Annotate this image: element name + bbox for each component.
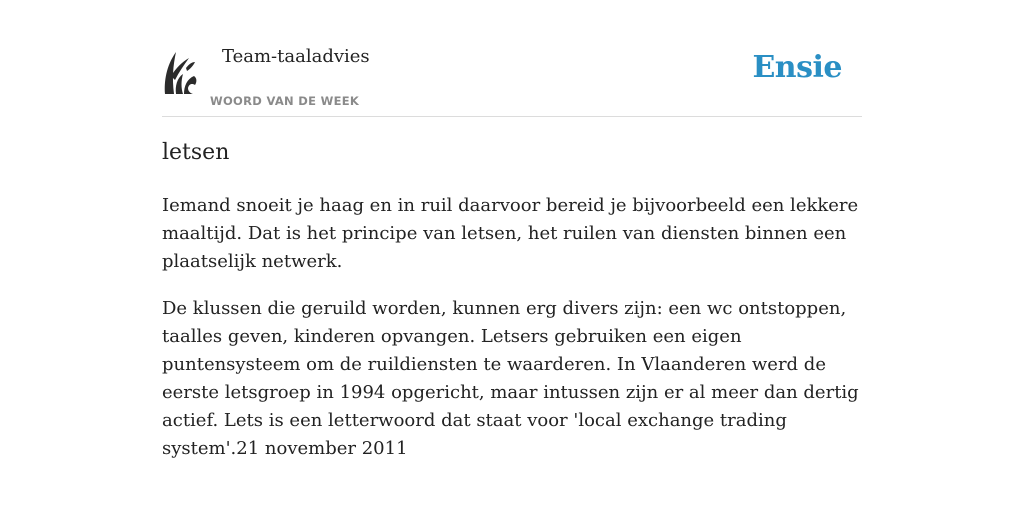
article-paragraph: Iemand snoeit je haag en in ruil daarvoor bereid je bijvoorbeeld een lekkere maaltijd. Dat is het principe van letsen, het ruilen van diensten binnen een plaatselijk netwerk. bbox=[162, 195, 859, 272]
brand-logo[interactable]: Ensie bbox=[752, 50, 842, 85]
word-card bbox=[162, 0, 862, 459]
lion-logo-icon bbox=[162, 48, 198, 96]
section-subtitle: WOORD VAN DE WEEK bbox=[210, 94, 360, 108]
team-name[interactable]: Team-taaladvies bbox=[222, 46, 370, 67]
article-paragraph: De klussen die geruild worden, kunnen erg divers zijn: een wc ontstoppen, taalles geven, kinderen opvangen. Letsers gebruiken een eigen puntensysteem om de ruildiensten te waarderen. In Vlaanderen werd de eerste letsgroep in 1994 opgericht, maar intussen zijn er al meer dan dertig actief. Lets is een letterwoord dat staat voor 'local exchange trading system'.21 november 2011 bbox=[162, 298, 859, 459]
article-body bbox=[162, 192, 862, 482]
page-title: letsen bbox=[162, 140, 230, 165]
card-header bbox=[162, 0, 862, 117]
